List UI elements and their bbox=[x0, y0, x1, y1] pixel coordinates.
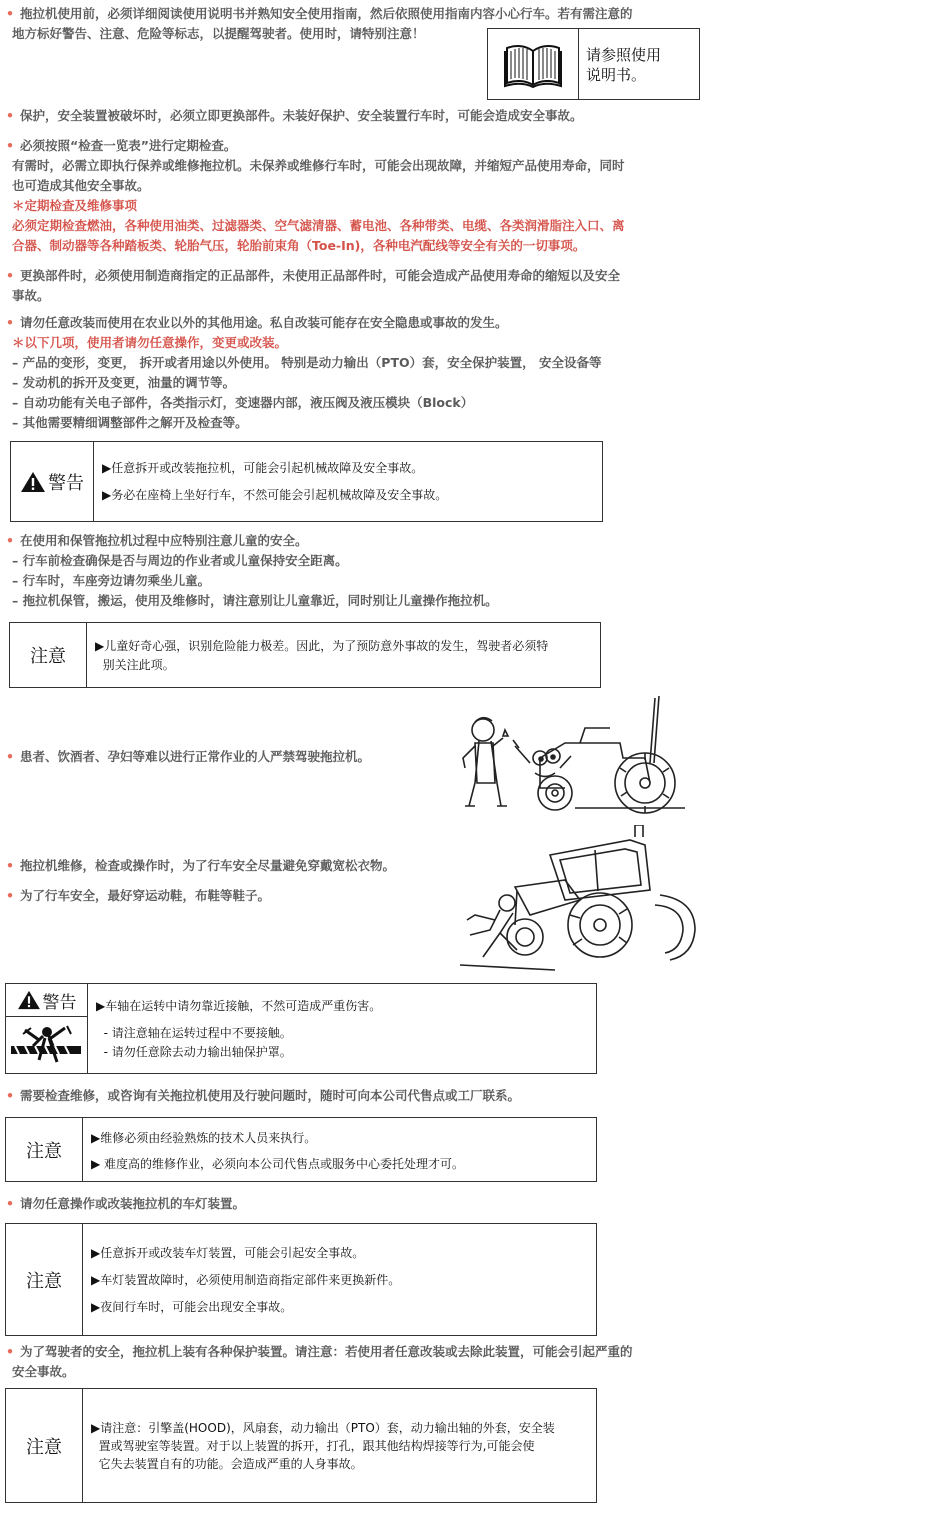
note-body bbox=[83, 1224, 596, 1335]
modification-item-1: – 产品的变形，变更， 拆开或者用途以外使用。 特别是动力输出（PTO）套，安全保护装置， 安全设备等 bbox=[12, 355, 602, 370]
modification-item-4: – 其他需要精细调整部件之解开及检查等。 bbox=[12, 415, 248, 430]
modification-line-1: • 请勿任意改装而使用在农业以外的其他用途。私自改装可能存在安全隐患或事故的发生。 bbox=[6, 315, 508, 330]
periodic-check-line-1: 必须定期检查燃油，各种使用油类、过滤器类、空气滤清器、蓄电池、各种带类、电缆、各类润滑脂注入口、离 bbox=[12, 218, 625, 233]
note-line: ▶儿童好奇心强，识别危险能力极差。因此，为了预防意外事故的发生，驾驶者必须特 bbox=[95, 639, 549, 653]
modification-item-3: – 自动功能有关电子部件，各类指示灯，变速器内部，液压阀及液压模块（Block） bbox=[12, 395, 474, 410]
warning-label: 警告 bbox=[11, 442, 94, 521]
note-line: ▶请注意：引擎盖(HOOD)，风扇套，动力输出（PTO）套，动力输出轴的外套，安全装 bbox=[91, 1421, 555, 1435]
warning-body bbox=[88, 984, 596, 1073]
note-label: 注意 bbox=[6, 1224, 83, 1335]
modification-red-note: ＊以下几项，使用者请勿任意操作，变更或改装。 bbox=[12, 335, 288, 350]
protection-devices-line-1: • 为了驾驶者的安全，拖拉机上装有各种保护装置。请注意：若使用者任意改装或去除此装置，可能会引起严重的 bbox=[6, 1344, 633, 1359]
note-box-children bbox=[9, 622, 601, 688]
note-line: ▶ 难度高的维修作业，必须向本公司代售点或服务中心委托处理才可。 bbox=[91, 1157, 465, 1171]
note-line: ▶维修必须由经验熟炼的技术人员来执行。 bbox=[91, 1131, 317, 1145]
parts-line-2: 事故。 bbox=[12, 288, 50, 303]
unfit-driver-paragraph: • 患者、饮酒者、孕妇等难以进行正常作业的人严禁驾驶拖拉机。 bbox=[6, 749, 371, 764]
note-line: ▶车灯装置故障时，必须使用制造商指定部件来更换新件。 bbox=[91, 1273, 401, 1287]
intro-line-2: 地方标好警告、注意、危险等标志，以提醒驾驶者。使用时，请特别注意！ bbox=[12, 26, 425, 41]
modification-item-2: – 发动机的拆开及变更，油量的调节等。 bbox=[12, 375, 236, 390]
inspection-line-3: 也可造成其他安全事故。 bbox=[12, 178, 150, 193]
note-line: 别关注此项。 bbox=[95, 658, 175, 672]
warning-triangle-icon bbox=[17, 990, 41, 1010]
child-safety-item-1: – 行车前检查确保是否与周边的作业者或儿童保持安全距离。 bbox=[12, 553, 348, 568]
contact-paragraph: • 需要检查维修，或咨询有关拖拉机使用及行驶问题时，随时可向本公司代售点或工厂联系。 bbox=[6, 1088, 521, 1103]
lights-paragraph: • 请勿任意操作或改装拖拉机的车灯装置。 bbox=[6, 1196, 246, 1211]
manual-reference-box bbox=[487, 28, 700, 100]
note-box-lights bbox=[5, 1223, 597, 1336]
child-safety-item-2: – 行车时，车座旁边请勿乘坐儿童。 bbox=[12, 573, 211, 588]
note-line: ▶夜间行车时，可能会出现安全事故。 bbox=[91, 1300, 293, 1314]
intro-line-1: • 拖拉机使用前，必须详细阅读使用说明书并熟知安全使用指南，然后依照使用指南内容小心行车。若有需注意的 bbox=[6, 6, 633, 21]
inspection-heading: • 必须按照“检查一览表”进行定期检查。 bbox=[6, 138, 237, 153]
warning-label-cell bbox=[6, 984, 88, 1073]
manual-text: 请参照使用 说明书。 bbox=[586, 46, 662, 84]
inspection-line-2: 有需时，必需立即执行保养或维修拖拉机。未保养或维修行车时，可能会出现故障，并缩短产品使用寿命，同时 bbox=[12, 158, 625, 173]
drunk-driver-tractor-illustration bbox=[445, 688, 691, 820]
note-body bbox=[83, 1118, 596, 1181]
note-line: 置或驾驶室等装置。对于以上装置的拆开，打孔，跟其他结构焊接等行为,可能会使 bbox=[91, 1439, 535, 1453]
warning-line: ▶任意拆开或改装拖拉机，可能会引起机械故障及安全事故。 bbox=[102, 461, 424, 475]
parts-line-1: • 更换部件时，必须使用制造商指定的正品部件，未使用正品部件时，可能会造成产品使用寿命的缩短以及安全 bbox=[6, 268, 621, 283]
note-line: 它失去装置自有的功能。会造成严重的人身事故。 bbox=[91, 1457, 363, 1471]
warning-label: 警告 bbox=[6, 984, 87, 1017]
warning-line: ▶务必在座椅上坐好行车，不然可能会引起机械故障及安全事故。 bbox=[102, 488, 448, 502]
periodic-check-line-2: 合器、制动器等各种踏板类、轮胎气压，轮胎前束角（Toe-In)，各种电汽配线等安全有关的一切事项。 bbox=[12, 238, 586, 253]
loose-clothes-paragraph: • 拖拉机维修，检查或操作时，为了行车安全尽量避免穿戴宽松衣物。 bbox=[6, 858, 396, 873]
entanglement-hazard-icon bbox=[9, 1020, 83, 1068]
note-box-protective-devices bbox=[5, 1388, 597, 1503]
note-body bbox=[83, 1389, 596, 1502]
warning-box-shaft bbox=[5, 983, 597, 1074]
warning-line: - 请注意轴在运转过程中不要接触。 bbox=[96, 1026, 292, 1040]
shoes-paragraph: • 为了行车安全，最好穿运动鞋，布鞋等鞋子。 bbox=[6, 888, 271, 903]
warning-box-modification bbox=[10, 441, 603, 522]
book-icon bbox=[488, 29, 579, 99]
periodic-check-heading: ＊定期检查及维修事项 bbox=[12, 198, 138, 213]
note-body bbox=[87, 623, 600, 687]
protection-paragraph: • 保护，安全装置被破坏时，必须立即更换部件。未装好保护、安全装置行车时，可能会造成安全事故。 bbox=[6, 108, 583, 123]
warning-line: ▶车轴在运转中请勿靠近接触，不然可造成严重伤害。 bbox=[96, 999, 382, 1013]
note-box-repair bbox=[5, 1117, 597, 1182]
tractor-accident-illustration bbox=[455, 825, 705, 975]
protection-devices-line-2: 安全事故。 bbox=[12, 1364, 75, 1379]
note-label: 注意 bbox=[6, 1118, 83, 1181]
note-label: 注意 bbox=[6, 1389, 83, 1502]
child-safety-heading: • 在使用和保管拖拉机过程中应特别注意儿童的安全。 bbox=[6, 533, 308, 548]
note-line: ▶任意拆开或改装车灯装置，可能会引起安全事故。 bbox=[91, 1246, 365, 1260]
child-safety-item-3: – 拖拉机保管，搬运，使用及维修时，请注意别让儿童靠近，同时别让儿童操作拖拉机。 bbox=[12, 593, 498, 608]
note-label: 注意 bbox=[10, 623, 87, 687]
warning-body bbox=[94, 442, 602, 521]
warning-line: - 请勿任意除去动力输出轴保护罩。 bbox=[96, 1045, 292, 1059]
warning-triangle-icon bbox=[20, 471, 46, 493]
